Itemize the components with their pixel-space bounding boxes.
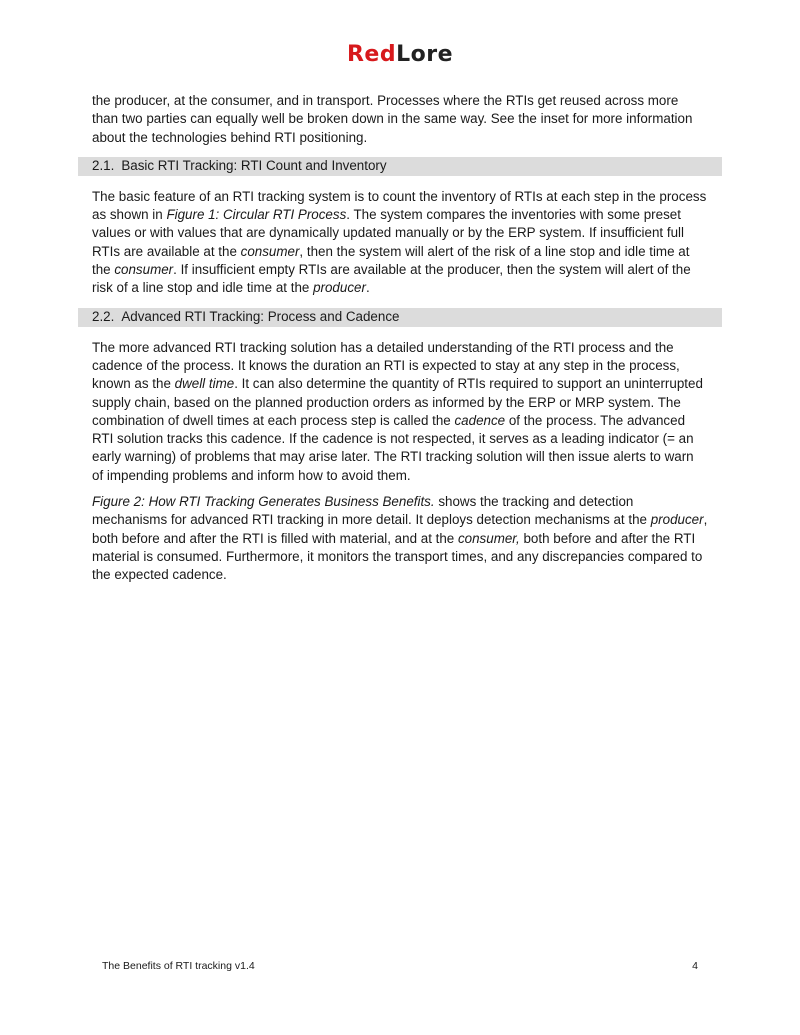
emphasis: consumer, [457, 530, 520, 546]
logo-red-part: Red [346, 42, 397, 67]
footer-doc-title: The Benefits of RTI tracking v1.4 [102, 960, 255, 972]
text-run: The more advanced RTI tracking solution has a detailed understanding of the RTI process and the cadence of the process. It knows the duration an RTI is expected to stay at any step in the process, known as the [92, 339, 680, 392]
section-heading-2-2 [78, 308, 722, 327]
text-run: of the process. The advanced RTI solution tracks this cadence. If the cadence is not respected, it serves as a leading indicator (= an early warning) of problems that may arise later. The RTI tracking solution will then issue alerts to warn of impending problems and inform how to avoid them. [92, 412, 694, 483]
text-run: . [365, 280, 370, 296]
figure-reference: Figure 2: How RTI Tracking Generates Business Benefits. [92, 494, 435, 510]
text-run: The basic feature of an RTI tracking system is to count the inventory of RTIs at each step in the process as shown in [92, 188, 707, 223]
section-number: 2.1. [92, 157, 115, 173]
section-heading-2-1 [78, 157, 722, 176]
section-2-2-paragraph-2 [92, 493, 708, 584]
section-2-1-paragraph [92, 188, 708, 298]
page-number: 4 [692, 960, 698, 972]
text-run: . If insufficient empty RTIs are available at the producer, then the system will alert of the risk of a line stop and idle time at the [92, 262, 691, 296]
emphasis: dwell time [174, 376, 235, 392]
text-run: , then the system will alert of the risk of a line stop and idle time at the [92, 243, 690, 278]
document-body [92, 92, 708, 593]
emphasis: producer [313, 280, 366, 296]
section-title: Advanced RTI Tracking: Process and Cadence [121, 308, 400, 324]
text-run: . It can also determine the quantity of RTIs required to support an uninterrupted supply chain, based on the planned production orders as informed by the ERP or MRP system. The combination of dwell times at each process step is called the [92, 376, 703, 428]
emphasis: cadence [454, 412, 506, 428]
text-run: shows the tracking and detection mechanisms for advanced RTI tracking in more detail. It deploys detection mechanisms at the [92, 494, 651, 528]
figure-reference: Figure 1: Circular RTI Process [166, 207, 347, 223]
emphasis: consumer [114, 262, 174, 278]
text-run: , both before and after the RTI is filled with material, and at the [92, 512, 708, 546]
section-number: 2.2. [92, 308, 115, 324]
text-run: both before and after the RTI material is consumed. Furthermore, it monitors the transport times, and any discrepancies compared to the expected cadence. [92, 530, 703, 583]
logo-dark-part: Lore [396, 42, 453, 67]
page-footer [102, 959, 698, 973]
text-run: . The system compares the inventories with some preset values or with values that are dynamically updated manually or by the ERP system. If insufficient full RTIs are available at the [92, 207, 684, 259]
emphasis: consumer [240, 243, 300, 259]
emphasis: producer [650, 512, 704, 528]
section-2-2-paragraph-1 [92, 339, 708, 485]
section-title: Basic RTI Tracking: RTI Count and Inventory [121, 157, 387, 173]
intro-paragraph: the producer, at the consumer, and in transport. Processes where the RTIs get reused across more than two parties can equally well be broken down in the same way. See the inset for more information about the technologies behind RTI positioning. [92, 93, 693, 145]
redlore-logo [0, 42, 800, 67]
